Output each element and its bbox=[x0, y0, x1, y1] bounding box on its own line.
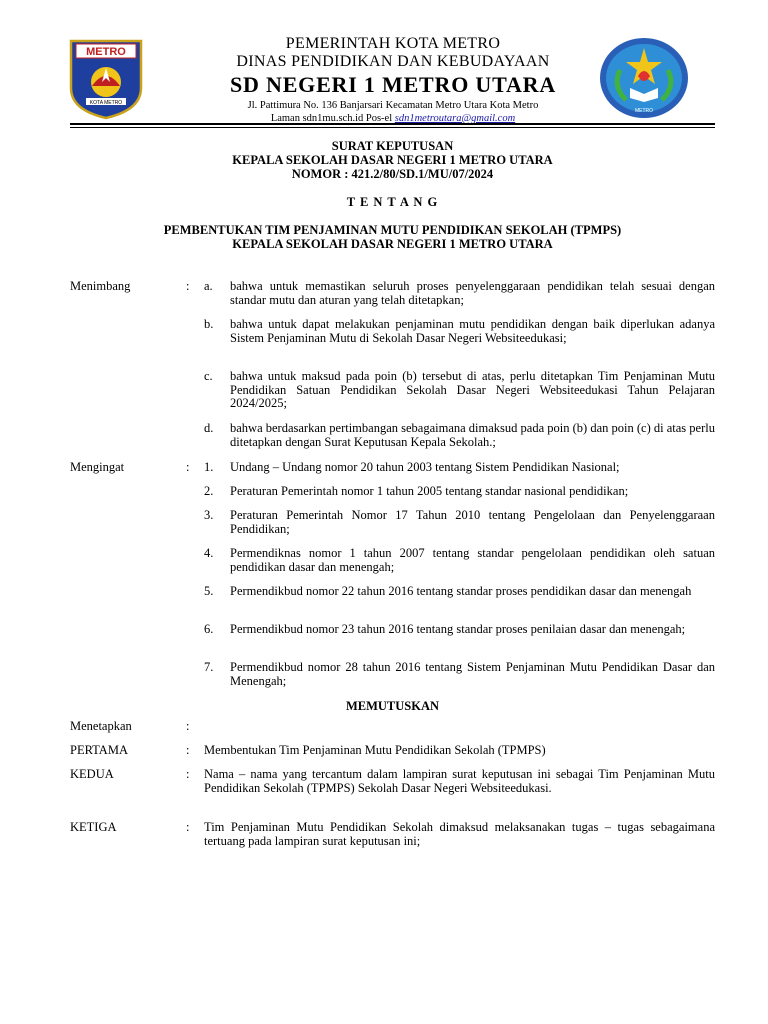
item-text: Peraturan Pemerintah Nomor 17 Tahun 2010 tentang Pengelolaan dan Penyelenggaraan Pendidikan; bbox=[230, 508, 715, 536]
ketiga-label: KETIGA bbox=[70, 820, 117, 834]
header-rule-thin bbox=[70, 127, 715, 128]
item-number: a. bbox=[204, 279, 213, 293]
item-text: Permendiknas nomor 1 tahun 2007 tentang standar pengelolaan pendidikan oleh satuan pendidikan dasar dan menengah; bbox=[230, 546, 715, 574]
kedua-text: Nama – nama yang tercantum dalam lampiran surat keputusan ini sebagai Tim Penjaminan Mutu Pendidikan Sekolah (TPMPS) Sekolah Dasar Negeri Websiteedukasi. bbox=[204, 767, 715, 795]
tentang-heading: T E N T A N G bbox=[346, 195, 439, 209]
colon: : bbox=[186, 820, 190, 834]
colon: : bbox=[186, 279, 190, 293]
colon: : bbox=[186, 767, 190, 781]
kota-metro-logo bbox=[68, 38, 144, 120]
kedua-label: KEDUA bbox=[70, 767, 114, 781]
item-text: bahwa untuk maksud pada poin (b) tersebut di atas, perlu ditetapkan Tim Penjaminan Mutu Pendidikan Satuan Pendidikan Sekolah Dasar Negeri Websiteedukasi Tahun Pelajaran 2024/2025; bbox=[230, 369, 715, 410]
item-number: b. bbox=[204, 317, 214, 331]
item-text: Permendikbud nomor 28 tahun 2016 tentang Sistem Penjaminan Mutu Pendidikan Dasar dan Menengah; bbox=[230, 660, 715, 688]
svg-text:METRO: METRO bbox=[634, 108, 654, 114]
item-text: Undang – Undang nomor 20 tahun 2003 tentang Sistem Pendidikan Nasional; bbox=[230, 460, 620, 474]
colon: : bbox=[186, 460, 190, 474]
letterhead bbox=[150, 36, 636, 124]
school-name: SD NEGERI 1 METRO UTARA bbox=[229, 72, 557, 97]
item-text: bahwa untuk dapat melakukan penjaminan mutu pendidikan dengan baik diperlukan adanya Sistem Penjaminan Mutu di Sekolah Dasar Negeri Websiteedukasi; bbox=[230, 317, 715, 345]
item-number: d. bbox=[204, 421, 214, 435]
web-prefix: Laman sdn1mu.sch.id Pos-el bbox=[270, 112, 395, 124]
doc-title: SURAT KEPUTUSAN bbox=[331, 139, 454, 153]
item-number: 1. bbox=[204, 460, 214, 474]
svg-text:KOTA METRO: KOTA METRO bbox=[89, 100, 123, 106]
colon: : bbox=[186, 719, 190, 733]
item-text: Permendikbud nomor 22 tahun 2016 tentang standar proses pendidikan dasar dan menengah bbox=[230, 584, 692, 598]
svg-text:METRO: METRO bbox=[86, 46, 126, 58]
email-link[interactable]: sdn1metroutara@gmail.com bbox=[394, 112, 516, 124]
item-number: 2. bbox=[204, 484, 214, 498]
item-number: 6. bbox=[204, 622, 214, 636]
menimbang-label: Menimbang bbox=[70, 279, 131, 293]
item-text: bahwa untuk memastikan seluruh proses penyelenggaraan pendidikan telah sesuai dengan standar mutu dan aturan yang telah ditetapkan; bbox=[230, 279, 715, 307]
dept-name: DINAS PENDIDIKAN DAN KEBUDAYAAN bbox=[236, 53, 550, 70]
menetapkan-label: Menetapkan bbox=[70, 719, 132, 733]
item-number: 7. bbox=[204, 660, 214, 674]
item-number: 5. bbox=[204, 584, 214, 598]
subject-line-2: KEPALA SEKOLAH DASAR NEGERI 1 METRO UTARA bbox=[232, 237, 553, 251]
doc-number: NOMOR : 421.2/80/SD.1/MU/07/2024 bbox=[291, 167, 494, 181]
pertama-label: PERTAMA bbox=[70, 743, 128, 757]
subject-line-1: PEMBENTUKAN TIM PENJAMINAN MUTU PENDIDIKAN SEKOLAH (TPMPS) bbox=[163, 223, 622, 237]
ketiga-text: Tim Penjaminan Mutu Pendidikan Sekolah dimaksud melaksanakan tugas – tugas sebagaimana tertuang pada lampiran surat keputusan ini; bbox=[204, 820, 715, 848]
item-text: Permendikbud nomor 23 tahun 2016 tentang standar proses penilaian dasar dan menengah; bbox=[230, 622, 686, 636]
doc-issuer: KEPALA SEKOLAH DASAR NEGERI 1 METRO UTARA bbox=[232, 153, 553, 167]
gov-name: PEMERINTAH KOTA METRO bbox=[285, 35, 501, 52]
mengingat-label: Mengingat bbox=[70, 460, 125, 474]
item-text: Peraturan Pemerintah nomor 1 tahun 2005 tentang standar nasional pendidikan; bbox=[230, 484, 629, 498]
item-number: 3. bbox=[204, 508, 214, 522]
item-number: 4. bbox=[204, 546, 214, 560]
address: Jl. Pattimura No. 136 Banjarsari Kecamatan Metro Utara Kota Metro bbox=[247, 100, 539, 111]
header-rule-thick bbox=[70, 123, 715, 125]
pertama-text: Membentukan Tim Penjaminan Mutu Pendidikan Sekolah (TPMPS) bbox=[204, 743, 546, 757]
colon: : bbox=[186, 743, 190, 757]
item-number: c. bbox=[204, 369, 213, 383]
memutuskan-heading: MEMUTUSKAN bbox=[345, 699, 440, 713]
item-text: bahwa berdasarkan pertimbangan sebagaimana dimaksud pada poin (b) dan poin (c) di atas perlu ditetapkan dengan Surat Keputusan Kepala Sekolah.; bbox=[230, 421, 715, 449]
